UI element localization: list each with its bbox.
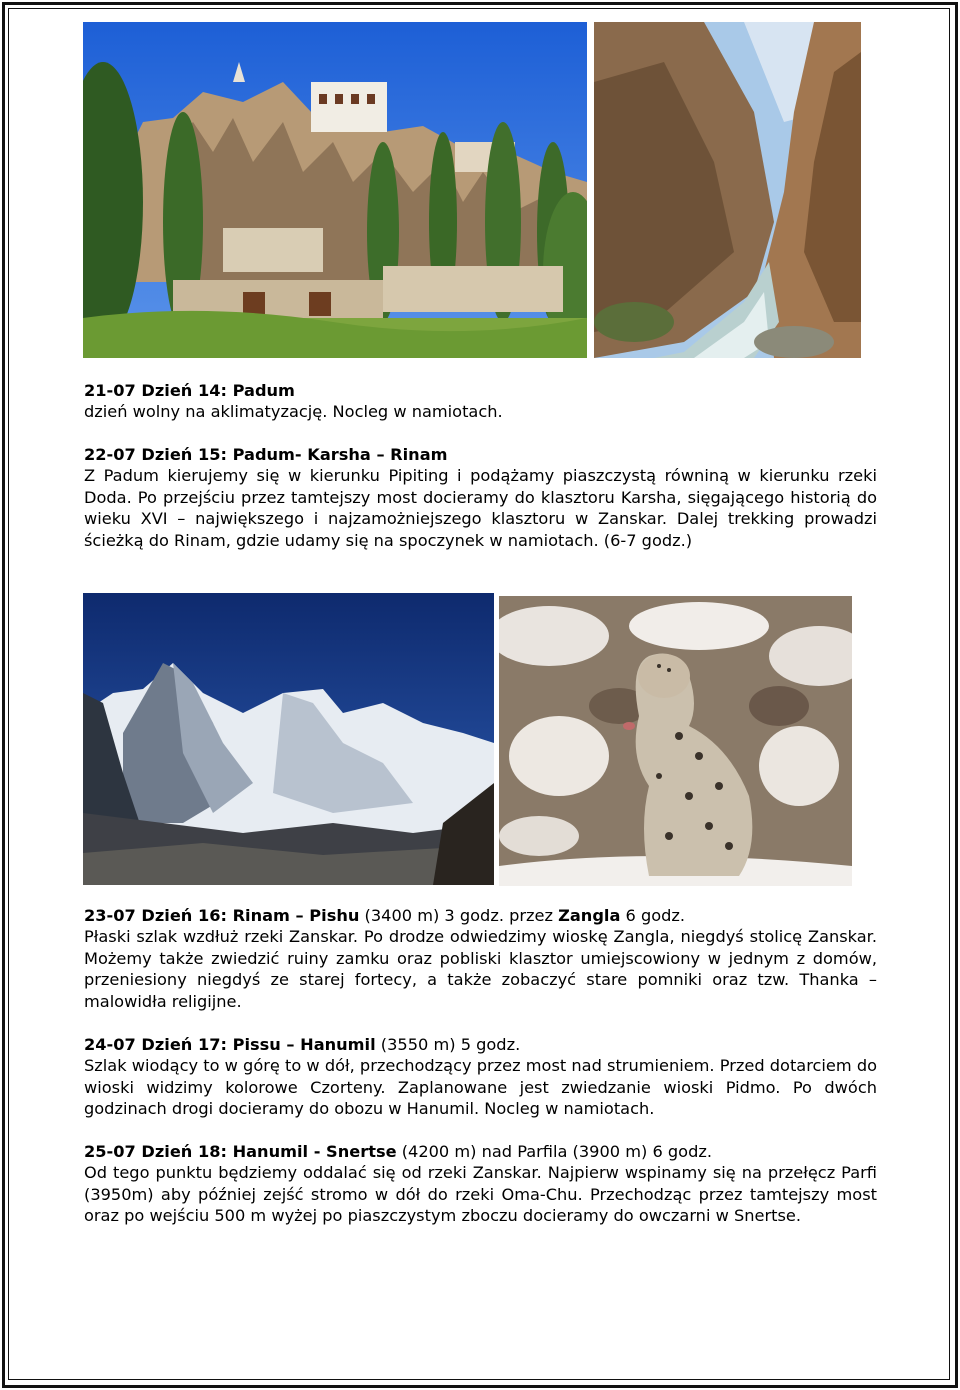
- day-16-description: Płaski szlak wzdłuż rzeki Zanskar. Po drodze odwiedzimy wioskę Zangla, niegdyś stolicę Zanskar. Możemy także zwiedzić ruiny zamku oraz pobliski klasztor umiejscowiony w jednym z domów, przeniesiony niegdyś ze starej fortecy, a także zobaczyć stare pomniki oraz tzw. Thanka – malowidła religijne.: [84, 927, 877, 1011]
- day-18-section: [84, 1141, 877, 1227]
- monastery-photo: [83, 22, 587, 358]
- day-14-title: 21-07 Dzień 14: Padum: [84, 381, 295, 400]
- day-18-description: Od tego punktu będziemy oddalać się od rzeki Zanskar. Najpierw wspinamy się na przełęcz Parfi (3950m) aby później zejść stromo w dół do rzeki Oma-Chu. Przechodząc przez tamtejszy most oraz po wejściu 500 m wyżej po piaszczystym zboczu docieramy do owczarni w Snertse.: [84, 1163, 877, 1226]
- day-15-description: Z Padum kierujemy się w kierunku Pipiting i podążamy piaszczystą równiną w kierunku rzeki Doda. Po przejściu przez tamtejszy most docieramy do klasztoru Karsha, sięgającego historią do wieku XVI – największego i najzamożniejszego klasztoru w Zanskar. Dalej trekking prowadzi ścieżką do Rinam, gdzie udamy się na spoczynek w namiotach. (6-7 godz.): [84, 466, 877, 550]
- day-16-title: 23-07 Dzień 16: Rinam – Pishu (3400 m) 3 godz. przez Zangla 6 godz.: [84, 906, 686, 925]
- day-14-description: dzień wolny na aklimatyzację. Nocleg w namiotach.: [84, 402, 503, 422]
- gorge-photo: [594, 22, 861, 358]
- day-15-section: [84, 444, 877, 551]
- day-17-title: 24-07 Dzień 17: Pissu – Hanumil (3550 m) 5 godz.: [84, 1035, 521, 1054]
- day-14-section: [84, 380, 877, 423]
- day-17-description: Szlak wiodący to w górę to w dół, przechodzący przez most nad strumieniem. Przed dotarciem do wioski widzimy kolorowe Czorteny. Zaplanowane jest zwiedzanie wioski Pidmo. Po dwóch godzinach drogi docieramy do obozu w Hanumil. Nocleg w namiotach.: [84, 1056, 877, 1119]
- day-16-section: [84, 905, 877, 1012]
- snow-leopard-photo: [499, 596, 852, 886]
- day-18-title: 25-07 Dzień 18: Hanumil - Snertse (4200 m) nad Parfila (3900 m) 6 godz.: [84, 1142, 712, 1161]
- day-17-section: [84, 1034, 877, 1120]
- mountain-photo: [83, 593, 494, 885]
- day-15-title: 22-07 Dzień 15: Padum- Karsha – Rinam: [84, 445, 448, 464]
